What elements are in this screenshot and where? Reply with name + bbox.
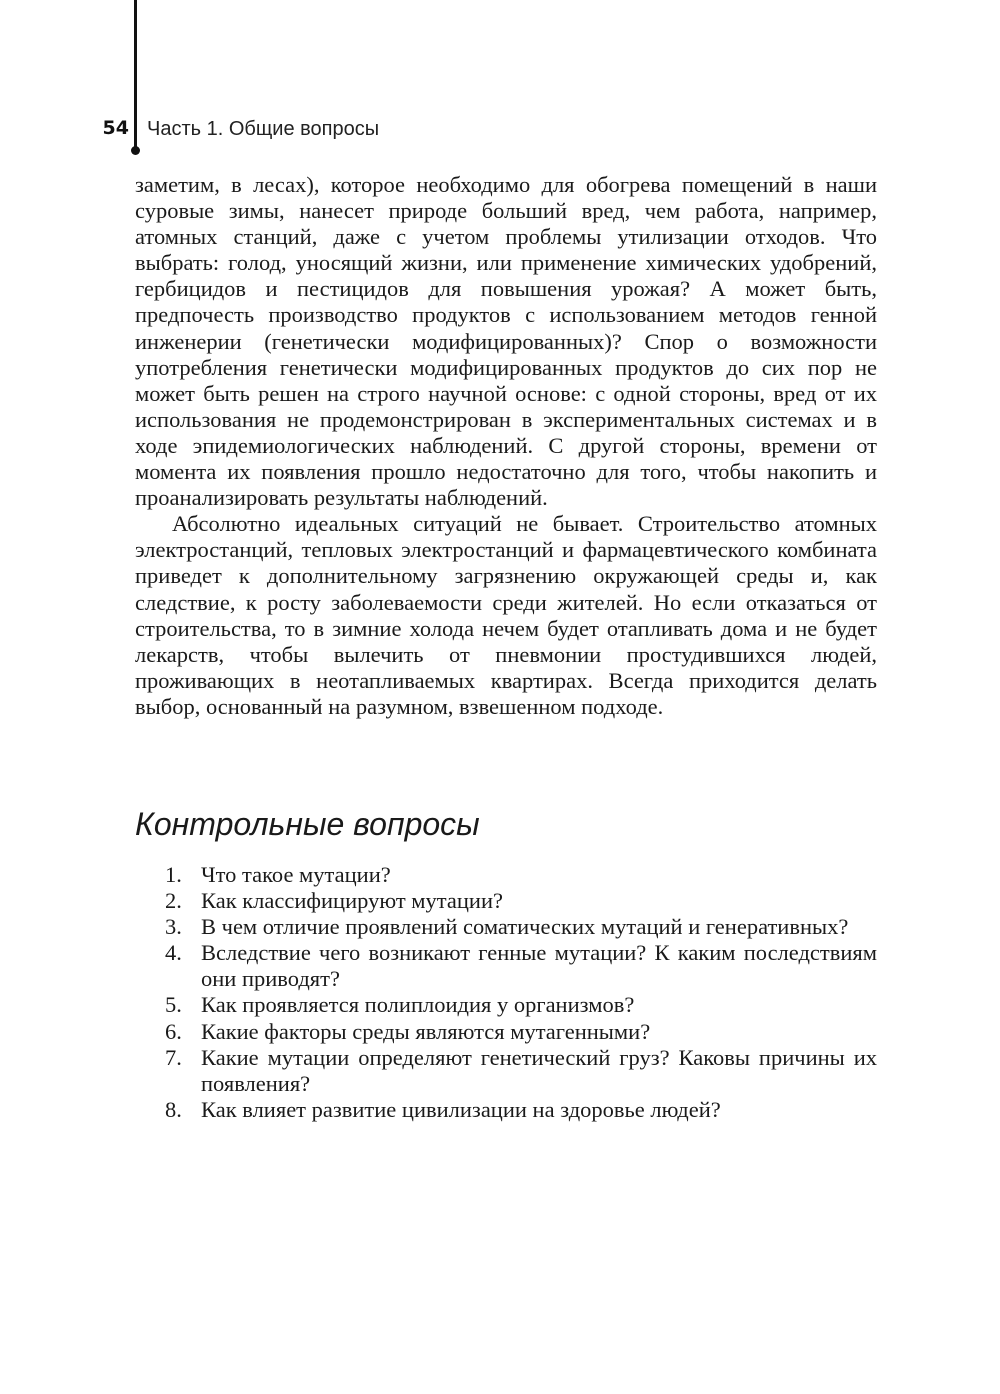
question-number: 7.	[165, 1044, 182, 1070]
question-number: 3.	[165, 914, 182, 940]
question-text: В чем отличие проявлений соматических мутаций и генеративных?	[201, 914, 849, 940]
question-number: 2.	[165, 888, 182, 914]
body-text	[135, 172, 877, 720]
question-item	[165, 862, 877, 888]
header-vertical-rule	[134, 0, 137, 150]
question-item	[165, 992, 877, 1018]
question-text: Что такое мутации?	[201, 862, 391, 887]
question-item	[165, 940, 877, 992]
question-item	[165, 1045, 877, 1097]
header-rule-dot	[131, 146, 140, 155]
paragraph: Абсолютно идеальных ситуаций не бывает. Строительство атомных электростанций, тепловых электростанций и фармацевтического комбината приведет к дополнительному загрязнению окружающей среды и, как следствие, к росту заболеваемости среди жителей. Но если отказаться от строительства, то в зимние холода нечем будет отапливать дома и не будет лекарств, чтобы вылечить от пневмонии простудившихся людей, проживающих в неотапливаемых квартирах. Всегда приходится делать выбор, основанный на разумном, взвешенном подходе.	[135, 511, 877, 719]
page-number: 54	[102, 117, 129, 139]
question-number: 6.	[165, 1018, 182, 1044]
question-item	[165, 888, 877, 914]
paragraph: заметим, в лесах), которое необходимо для обогрева помещений в наши суровые зимы, нанесет природе больший вред, чем работа, например, атомных станций, даже с учетом проблемы утилизации отходов. Что выбрать: голод, уносящий жизни, или применение химических удобрений, гербицидов и пестицидов для повышения урожая? А может быть, предпочесть производство продуктов с использованием методов генной инженерии (генетически модифицированных)? Спор о возможности употребления генетически модифицированных продуктов до сих пор не может быть решен на строго научной основе: с одной стороны, вред от их использования не продемонстрирован в экспериментальных системах и в ходе эпидемиологических наблюдений. С другой стороны, времени от момента их появления прошло недостаточно для того, чтобы накопить и проанализировать результаты наблюдений.	[135, 172, 877, 511]
question-text: Как проявляется полиплоидия у организмов?	[201, 992, 635, 1018]
question-text: Как классифицируют мутации?	[201, 888, 503, 914]
question-number: 1.	[165, 862, 182, 887]
question-text: Как влияет развитие цивилизации на здоровье людей?	[201, 1096, 721, 1122]
question-text: Какие факторы среды являются мутагенными?	[201, 1018, 651, 1044]
question-number: 4.	[165, 940, 182, 966]
question-item	[165, 1019, 877, 1045]
questions-list	[165, 862, 877, 1123]
question-text: Вследствие чего возникают генные мутации? К каким последствиям они приводят?	[201, 940, 877, 992]
question-number: 5.	[165, 992, 182, 1018]
running-head: Часть 1. Общие вопросы	[147, 118, 380, 140]
section-heading: Контрольные вопросы	[135, 806, 480, 842]
question-number: 8.	[165, 1096, 182, 1122]
question-item	[165, 914, 877, 940]
question-text: Какие мутации определяют генетический груз? Каковы причины их появления?	[201, 1044, 877, 1096]
question-item	[165, 1097, 877, 1123]
